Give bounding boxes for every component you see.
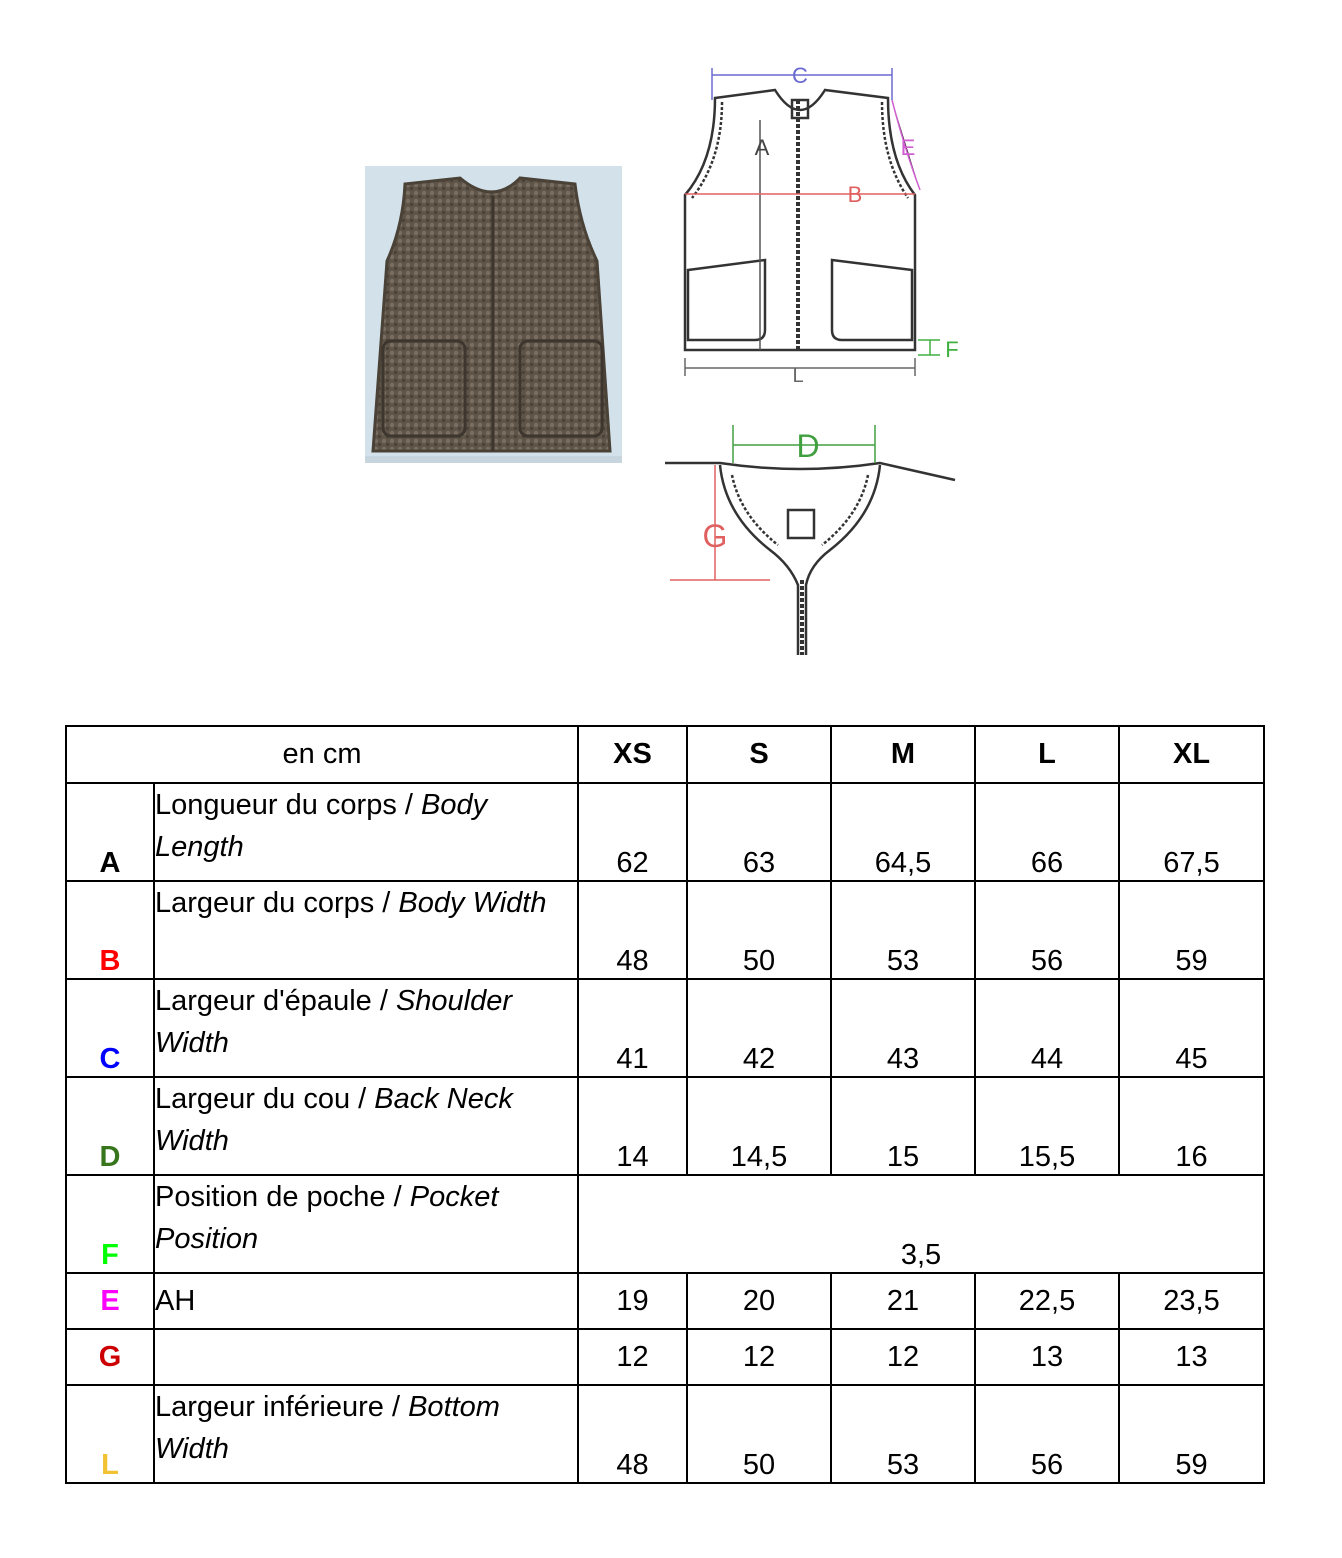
- cell-e-s: 20: [687, 1273, 831, 1329]
- cell-e-m: 21: [831, 1273, 975, 1329]
- cell-e-xs: 19: [578, 1273, 687, 1329]
- row-letter-d: D: [66, 1077, 154, 1175]
- cell-c-xl: 45: [1119, 979, 1264, 1077]
- size-header-xs: XS: [578, 726, 687, 783]
- cell-d-l: 15,5: [975, 1077, 1119, 1175]
- cell-b-xs: 48: [578, 881, 687, 979]
- row-letter-e: E: [66, 1273, 154, 1329]
- cell-e-xl: 23,5: [1119, 1273, 1264, 1329]
- diagram-label-e: E: [900, 135, 916, 160]
- row-label-e: AH: [154, 1273, 578, 1329]
- row-label-a: Longueur du corps / Body Length: [154, 783, 578, 881]
- unit-header: en cm: [66, 726, 578, 783]
- vest-neck-diagram: [660, 415, 970, 660]
- cell-a-xs: 62: [578, 783, 687, 881]
- diagram-label-g: G: [702, 518, 728, 554]
- cell-b-s: 50: [687, 881, 831, 979]
- cell-l-l: 56: [975, 1385, 1119, 1483]
- table-row-f: [66, 1175, 1264, 1273]
- row-letter-c: C: [66, 979, 154, 1077]
- cell-c-l: 44: [975, 979, 1119, 1077]
- cell-l-xs: 48: [578, 1385, 687, 1483]
- diagram-label-c: C: [792, 63, 808, 88]
- cell-c-xs: 41: [578, 979, 687, 1077]
- diagram-label-a: A: [754, 135, 770, 160]
- diagram-label-l: L: [792, 365, 804, 387]
- row-label-g: [154, 1329, 578, 1385]
- cell-c-s: 42: [687, 979, 831, 1077]
- cell-b-l: 56: [975, 881, 1119, 979]
- cell-d-xl: 16: [1119, 1077, 1264, 1175]
- cell-c-m: 43: [831, 979, 975, 1077]
- diagram-label-d: D: [796, 428, 820, 464]
- table-row-c: [66, 979, 1264, 1077]
- cell-a-l: 66: [975, 783, 1119, 881]
- cell-d-m: 15: [831, 1077, 975, 1175]
- cell-l-s: 50: [687, 1385, 831, 1483]
- cell-l-xl: 59: [1119, 1385, 1264, 1483]
- cell-f-all-sizes: 3,5: [578, 1175, 1264, 1273]
- row-letter-f: F: [66, 1175, 154, 1273]
- table-row-d: [66, 1077, 1264, 1175]
- row-label-d: Largeur du cou / Back Neck Width: [154, 1077, 578, 1175]
- diagram-label-f: F: [945, 337, 959, 362]
- cell-a-s: 63: [687, 783, 831, 881]
- size-header-xl: XL: [1119, 726, 1264, 783]
- cell-g-xs: 12: [578, 1329, 687, 1385]
- cell-a-xl: 67,5: [1119, 783, 1264, 881]
- row-letter-l: L: [66, 1385, 154, 1483]
- cell-d-xs: 14: [578, 1077, 687, 1175]
- cell-b-xl: 59: [1119, 881, 1264, 979]
- size-header-row: [66, 726, 1264, 783]
- row-letter-a: A: [66, 783, 154, 881]
- table-row-l: [66, 1385, 1264, 1483]
- vest-photo: [365, 166, 622, 463]
- table-row-e: [66, 1273, 1264, 1329]
- row-label-b: Largeur du corps / Body Width: [154, 881, 578, 979]
- diagram-label-b: B: [847, 182, 863, 207]
- cell-d-s: 14,5: [687, 1077, 831, 1175]
- cell-a-m: 64,5: [831, 783, 975, 881]
- cell-g-xl: 13: [1119, 1329, 1264, 1385]
- size-header-s: S: [687, 726, 831, 783]
- row-label-f: Position de poche / Pocket Position: [154, 1175, 578, 1273]
- row-label-l: Largeur inférieure / Bottom Width: [154, 1385, 578, 1483]
- row-label-c: Largeur d'épaule / Shoulder Width: [154, 979, 578, 1077]
- size-header-m: M: [831, 726, 975, 783]
- cell-e-l: 22,5: [975, 1273, 1119, 1329]
- cell-b-m: 53: [831, 881, 975, 979]
- cell-g-m: 12: [831, 1329, 975, 1385]
- table-row-b: [66, 881, 1264, 979]
- cell-g-s: 12: [687, 1329, 831, 1385]
- row-letter-g: G: [66, 1329, 154, 1385]
- vest-front-diagram: [660, 60, 970, 390]
- size-table: [65, 725, 1265, 1484]
- table-row-g: [66, 1329, 1264, 1385]
- size-header-l: L: [975, 726, 1119, 783]
- row-letter-b: B: [66, 881, 154, 979]
- cell-l-m: 53: [831, 1385, 975, 1483]
- table-row-a: [66, 783, 1264, 881]
- cell-g-l: 13: [975, 1329, 1119, 1385]
